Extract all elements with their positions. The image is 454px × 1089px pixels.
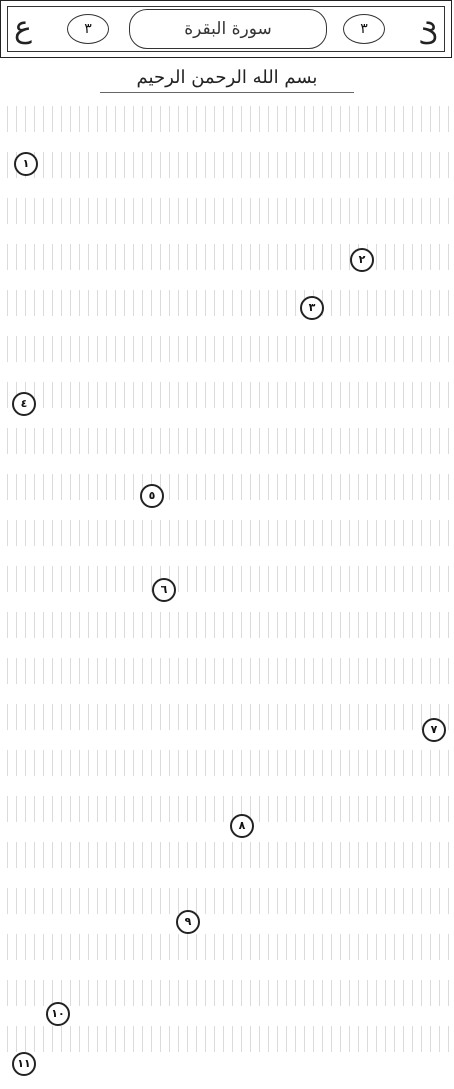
medallion-right [343, 14, 385, 44]
text-line [4, 234, 450, 280]
ayah-marker: ١ [14, 152, 38, 176]
text-line [4, 602, 450, 648]
ayah-marker: ١٠ [46, 1002, 70, 1026]
surah-title: سورة البقرة [184, 19, 272, 39]
text-line [4, 694, 450, 740]
text-line [4, 280, 450, 326]
medallion-left [67, 14, 109, 44]
medallion-right-number: ٣ [360, 21, 368, 37]
ayah-marker: ٣ [300, 296, 324, 320]
text-line [4, 970, 450, 1016]
text-line [4, 142, 450, 188]
ayah-marker: ٢ [350, 248, 374, 272]
ayah-marker: ٧ [422, 718, 446, 742]
text-line [4, 924, 450, 970]
corner-ornament-left: ع [14, 10, 32, 45]
verse-text-area [4, 96, 450, 1086]
text-line [4, 1016, 450, 1062]
page-header-frame [0, 0, 452, 58]
text-line [4, 832, 450, 878]
text-line [4, 372, 450, 418]
corner-ornament-right: ع [420, 10, 438, 45]
ayah-marker: ٨ [230, 814, 254, 838]
surah-title-cartouche [129, 9, 327, 49]
basmala: بسم الله الرحمن الرحيم [100, 64, 354, 93]
text-line [4, 878, 450, 924]
text-line [4, 326, 450, 372]
medallion-left-number: ٣ [84, 21, 92, 37]
text-line [4, 510, 450, 556]
text-line [4, 418, 450, 464]
text-line [4, 786, 450, 832]
text-line [4, 648, 450, 694]
text-line [4, 188, 450, 234]
text-line [4, 464, 450, 510]
ayah-marker: ٩ [176, 910, 200, 934]
ayah-marker: ٥ [140, 484, 164, 508]
ayah-marker: ٦ [152, 578, 176, 602]
ayah-marker: ١١ [12, 1052, 36, 1076]
text-line [4, 96, 450, 142]
text-line [4, 556, 450, 602]
ayah-marker: ٤ [12, 392, 36, 416]
text-line [4, 740, 450, 786]
